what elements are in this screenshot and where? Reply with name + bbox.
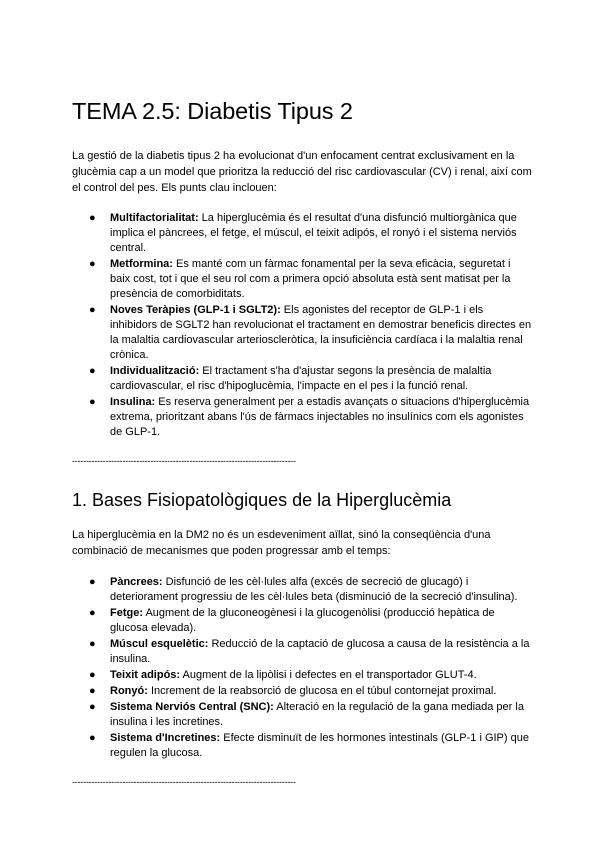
- document-page: [72, 92, 532, 787]
- list-item-term: Individualització:: [110, 365, 200, 377]
- list-item-text: Disfunció de les cèl·lules alfa (excés de secreció de glucagó) i deteriorament progressiu de les cèl·lules beta (disminució de la secreció d'insulina).: [110, 576, 518, 603]
- list-item-text: El tractament s'ha d'ajustar segons la presència de malaltia cardiovascular, el risc d'hipoglucèmia, l'impacte en el pes i la funció renal.: [110, 365, 492, 392]
- page-title: TEMA 2.5: Diabetis Tipus 2: [72, 98, 353, 124]
- bullet-icon: ●: [89, 576, 96, 588]
- list-item: [72, 575, 532, 605]
- bullet-icon: ●: [89, 396, 96, 408]
- list-item-term: Noves Teràpies (GLP-1 i SGLT2):: [110, 304, 281, 316]
- list-item-term: Metformina:: [110, 258, 173, 270]
- bullet-icon: ●: [89, 607, 96, 619]
- bullet-icon: ●: [89, 638, 96, 650]
- bullet-icon: ●: [89, 212, 96, 224]
- list-item-text: Alteració en la regulació de la gana mediada per la insulina i les incretines.: [110, 701, 524, 728]
- list-item: [72, 211, 532, 256]
- list-item-text: Increment de la reabsorció de glucosa en el túbul contornejat proximal.: [147, 685, 497, 697]
- bullet-icon: ●: [89, 365, 96, 377]
- list-item: [72, 637, 532, 667]
- list-item-text: La hiperglucèmia és el resultat d'una disfunció multiorgànica que implica el pàncrees, el fetge, el múscul, el teixit adipós, el ronyó i el sistema nerviós central.: [110, 212, 517, 254]
- list-item: [72, 257, 532, 302]
- bullet-icon: ●: [89, 732, 96, 744]
- list-item-term: Pàncrees:: [110, 576, 163, 588]
- intro-paragraph: La gestió de la diabetis tipus 2 ha evolucionat d'un enfocament centrat exclusivament en la glucèmia cap a un model que prioritza la reducció del risc cardiovascular (CV) i renal, així com el control del pes. Els punts clau inclouen:: [72, 150, 532, 194]
- list-item: [72, 684, 532, 699]
- list-item: [72, 668, 532, 683]
- bullet-icon: ●: [89, 258, 96, 270]
- list-item-term: Insulina:: [110, 396, 156, 408]
- list-item: [72, 395, 532, 440]
- list-item-term: Ronyó:: [110, 685, 148, 697]
- list-item-term: Múscul esquelètic:: [110, 638, 209, 650]
- list-item: [72, 700, 532, 730]
- section-separator: --------------------------------------------------------------------------------: [72, 456, 296, 466]
- list-item-text: Augment de la gluconeogènesi i la glucogenòlisi (producció hepàtica de glucosa elevada).: [110, 607, 495, 634]
- list-item-term: Sistema Nerviós Central (SNC):: [110, 701, 274, 713]
- bullet-icon: ●: [89, 669, 96, 681]
- bullet-icon: ●: [89, 304, 96, 316]
- section-separator: --------------------------------------------------------------------------------: [72, 777, 296, 787]
- section-paragraph: La hiperglucèmia en la DM2 no és un esdeveniment aïllat, sinó la conseqüència d'una combinació de mecanismes que poden progressar amb el temps:: [72, 529, 491, 557]
- list-item-text: Es manté com un fàrmac fonamental per la seva eficàcia, seguretat i baix cost, tot i que el seu rol com a primera opció absoluta està sent matisat per la presència de comorbiditats.: [110, 258, 511, 300]
- list-item-text: Els agonistes del receptor de GLP-1 i els inhibidors de SGLT2 han revolucionat el tractament en demostrar beneficis directes en la malaltia cardiovascular arterioscleròtica, la insuficiència cardíaca i la malaltia renal crònica.: [110, 304, 532, 361]
- list-item-term: Fetge:: [110, 607, 143, 619]
- list-item-term: Teixit adipós:: [110, 669, 181, 681]
- bullet-icon: ●: [89, 701, 96, 713]
- list-item-term: Sistema d'Incretines:: [110, 732, 221, 744]
- list-item: [72, 303, 532, 363]
- list-item-text: Es reserva generalment per a estadis avançats o situacions d'hiperglucèmia extrema, prioritzant abans l'ús de fàrmacs injectables no insulínics com els agonistes de GLP-1.: [110, 396, 530, 438]
- section-heading: 1. Bases Fisiopatològiques de la Hiperglucèmia: [72, 490, 452, 510]
- list-item-text: Reducció de la captació de glucosa a causa de la resistència a la insulina.: [110, 638, 530, 665]
- mechanisms-list: [72, 575, 532, 761]
- list-item-term: Multifactorialitat:: [110, 212, 199, 224]
- list-item: [72, 364, 532, 394]
- list-item: [72, 731, 532, 761]
- list-item: [72, 606, 532, 636]
- key-points-list: [72, 211, 532, 440]
- bullet-icon: ●: [89, 685, 96, 697]
- list-item-text: Augment de la lipòlisi i defectes en el transportador GLUT-4.: [180, 669, 477, 681]
- list-item-text: Efecte disminuït de les hormones intestinals (GLP-1 i GIP) que regulen la glucosa.: [110, 732, 529, 759]
